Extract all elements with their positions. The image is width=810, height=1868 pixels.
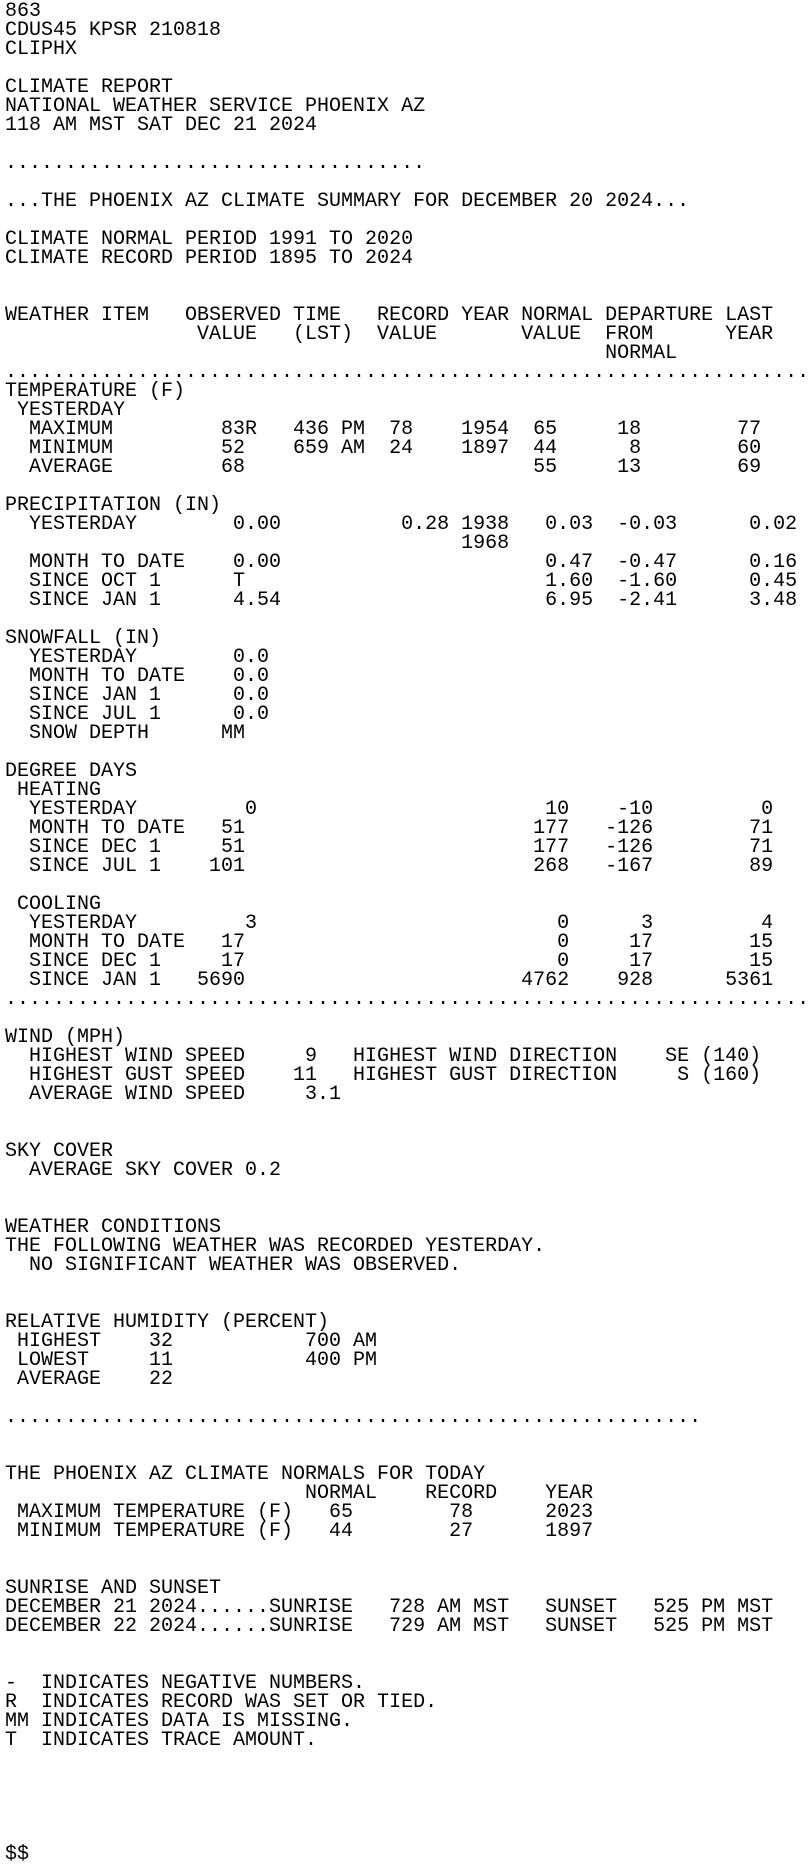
- report-line: [5, 1826, 810, 1845]
- report-line: YESTERDAY 0.00 0.28 1938 0.03 -0.03 0.02: [5, 513, 798, 536]
- report-line: SINCE JAN 1 0.0: [5, 684, 270, 707]
- report-line: ...................................................................: [5, 361, 810, 384]
- report-line: [5, 1750, 810, 1769]
- report-line: [5, 1541, 810, 1560]
- report-line: PRECIPITATION (IN): [5, 494, 222, 517]
- report-line: CLIMATE REPORT: [5, 76, 174, 99]
- report-line: HEATING: [5, 779, 102, 802]
- report-line: SUNRISE AND SUNSET: [5, 1577, 222, 1600]
- report-line: SINCE DEC 1 51 177 -126 71: [5, 836, 774, 859]
- report-line: [5, 1807, 810, 1826]
- report-line: AVERAGE WIND SPEED 3.1: [5, 1083, 342, 1106]
- report-line: VALUE (LST) VALUE VALUE FROM YEAR: [5, 323, 774, 346]
- report-line: LOWEST 11 400 PM: [5, 1349, 378, 1372]
- report-line: YESTERDAY 3 0 3 4: [5, 912, 774, 935]
- report-line: SINCE JAN 1 5690 4762 928 5361: [5, 969, 774, 992]
- report-line: [5, 1769, 810, 1788]
- report-line: T INDICATES TRACE AMOUNT.: [5, 1729, 318, 1752]
- report-line: ...THE PHOENIX AZ CLIMATE SUMMARY FOR DECEMBER 20 2024...: [5, 190, 690, 213]
- report-line: THE PHOENIX AZ CLIMATE NORMALS FOR TODAY: [5, 1463, 486, 1486]
- report-line: $$: [5, 1843, 30, 1866]
- report-line: MINIMUM TEMPERATURE (F) 44 27 1897: [5, 1520, 594, 1543]
- report-line: NO SIGNIFICANT WEATHER WAS OBSERVED.: [5, 1254, 462, 1277]
- report-line: [5, 1275, 810, 1294]
- report-line: CLIPHX: [5, 38, 78, 61]
- report-line: [5, 1009, 810, 1028]
- report-line: [5, 1123, 810, 1142]
- report-line: ...................................................................: [5, 988, 810, 1011]
- report-line: [5, 268, 810, 287]
- report-line: DECEMBER 22 2024......SUNRISE 729 AM MST SUNSET 525 PM MST: [5, 1615, 774, 1638]
- report-line: [5, 876, 810, 895]
- report-line: AVERAGE SKY COVER 0.2: [5, 1159, 282, 1182]
- report-line: 118 AM MST SAT DEC 21 2024: [5, 114, 318, 137]
- report-line: SINCE DEC 1 17 0 17 15: [5, 950, 774, 973]
- report-line: [5, 1788, 810, 1807]
- report-line: CLIMATE RECORD PERIOD 1895 TO 2024: [5, 247, 414, 270]
- report-line: MONTH TO DATE 17 0 17 15: [5, 931, 774, 954]
- report-line: 863: [5, 0, 42, 23]
- report-line: WEATHER ITEM OBSERVED TIME RECORD YEAR NORMAL DEPARTURE LAST: [5, 304, 774, 327]
- report-line: ...................................: [5, 152, 426, 175]
- report-line: SKY COVER: [5, 1140, 114, 1163]
- report-line: YESTERDAY: [5, 399, 126, 422]
- report-line: MONTH TO DATE 0.00 0.47 -0.47 0.16: [5, 551, 798, 574]
- report-line: YESTERDAY 0.0: [5, 646, 270, 669]
- report-line: YESTERDAY 0 10 -10 0: [5, 798, 774, 821]
- report-line: SNOWFALL (IN): [5, 627, 162, 650]
- report-line: [5, 1104, 810, 1123]
- report-line: MONTH TO DATE 0.0: [5, 665, 270, 688]
- report-line: R INDICATES RECORD WAS SET OR TIED.: [5, 1691, 438, 1714]
- report-line: MINIMUM 52 659 AM 24 1897 44 8 60: [5, 437, 762, 460]
- report-line: MM INDICATES DATA IS MISSING.: [5, 1710, 354, 1733]
- report-line: NATIONAL WEATHER SERVICE PHOENIX AZ: [5, 95, 426, 118]
- report-line: SINCE JUL 1 0.0: [5, 703, 270, 726]
- report-line: TEMPERATURE (F): [5, 380, 186, 403]
- report-line: - INDICATES NEGATIVE NUMBERS.: [5, 1672, 366, 1695]
- report-line: DECEMBER 21 2024......SUNRISE 728 AM MST SUNSET 525 PM MST: [5, 1596, 774, 1619]
- report-line: [5, 1636, 810, 1655]
- report-line: 1968: [5, 532, 510, 555]
- report-line: HIGHEST 32 700 AM: [5, 1330, 378, 1353]
- report-line: AVERAGE 22: [5, 1368, 174, 1391]
- report-line: HIGHEST GUST SPEED 11 HIGHEST GUST DIRECTION S (160): [5, 1064, 762, 1087]
- report-line: WEATHER CONDITIONS: [5, 1216, 222, 1239]
- report-line: HIGHEST WIND SPEED 9 HIGHEST WIND DIRECTION SE (140): [5, 1045, 762, 1068]
- report-line: NORMAL: [5, 342, 678, 365]
- report-line: CLIMATE NORMAL PERIOD 1991 TO 2020: [5, 228, 414, 251]
- report-line: MAXIMUM 83R 436 PM 78 1954 65 18 77: [5, 418, 762, 441]
- report-line: [5, 1180, 810, 1199]
- report-line: NORMAL RECORD YEAR: [5, 1482, 594, 1505]
- report-line: SINCE JUL 1 101 268 -167 89: [5, 855, 774, 878]
- report-line: ..........................................................: [5, 1406, 702, 1429]
- report-line: MAXIMUM TEMPERATURE (F) 65 78 2023: [5, 1501, 594, 1524]
- report-line: SINCE OCT 1 T 1.60 -1.60 0.45: [5, 570, 798, 593]
- report-line: DEGREE DAYS: [5, 760, 138, 783]
- report-line: AVERAGE 68 55 13 69: [5, 456, 762, 479]
- report-line: SNOW DEPTH MM: [5, 722, 246, 745]
- report-line: SINCE JAN 1 4.54 6.95 -2.41 3.48: [5, 589, 798, 612]
- report-line: CDUS45 KPSR 210818: [5, 19, 222, 42]
- report-line: THE FOLLOWING WEATHER WAS RECORDED YESTERDAY.: [5, 1235, 546, 1258]
- report-line: RELATIVE HUMIDITY (PERCENT): [5, 1311, 330, 1334]
- report-line: WIND (MPH): [5, 1026, 126, 1049]
- report-line: [5, 1427, 810, 1446]
- report-line: COOLING: [5, 893, 102, 916]
- report-line: MONTH TO DATE 51 177 -126 71: [5, 817, 774, 840]
